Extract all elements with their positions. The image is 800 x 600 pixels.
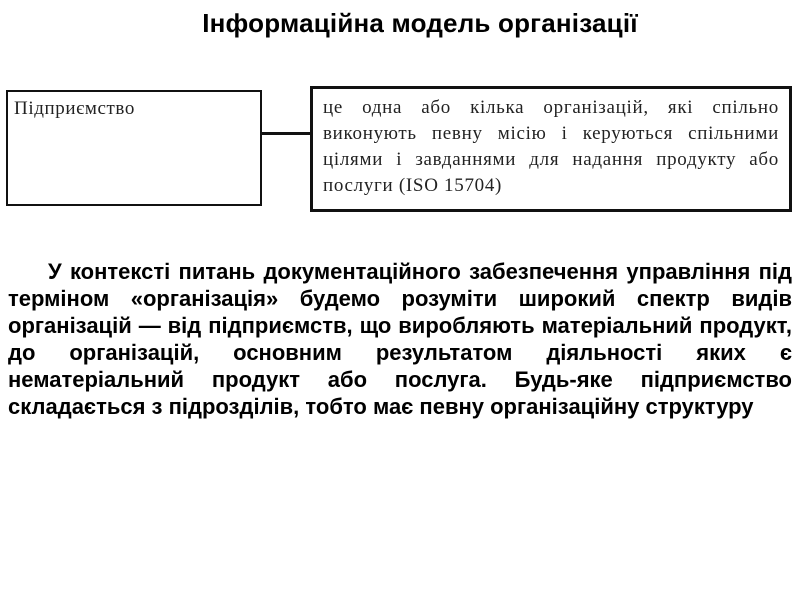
definition-text: це одна або кілька організацій, які спільно виконують певну місію і керуються спільними цілями і завданнями для надання продукту або послуги (ISO 15704) xyxy=(323,97,779,196)
term-box xyxy=(6,90,262,206)
connector-line xyxy=(262,132,312,135)
definition-diagram xyxy=(0,80,800,220)
definition-box xyxy=(310,86,792,212)
slide-title: Інформаційна модель організації xyxy=(202,8,638,38)
term-label: Підприємство xyxy=(14,98,135,119)
body-paragraph: У контексті питань документаційного забезпечення управління під терміном «організація» будемо розуміти широкий спектр видів організацій — від підприємств, що виробляють матеріальний продукт, до організацій, основним результатом діяльності яких є нематеріальний продукт або послуга. Будь-яке підприємство складається з підрозділів, тобто має певну організаційну структуру xyxy=(8,259,792,419)
